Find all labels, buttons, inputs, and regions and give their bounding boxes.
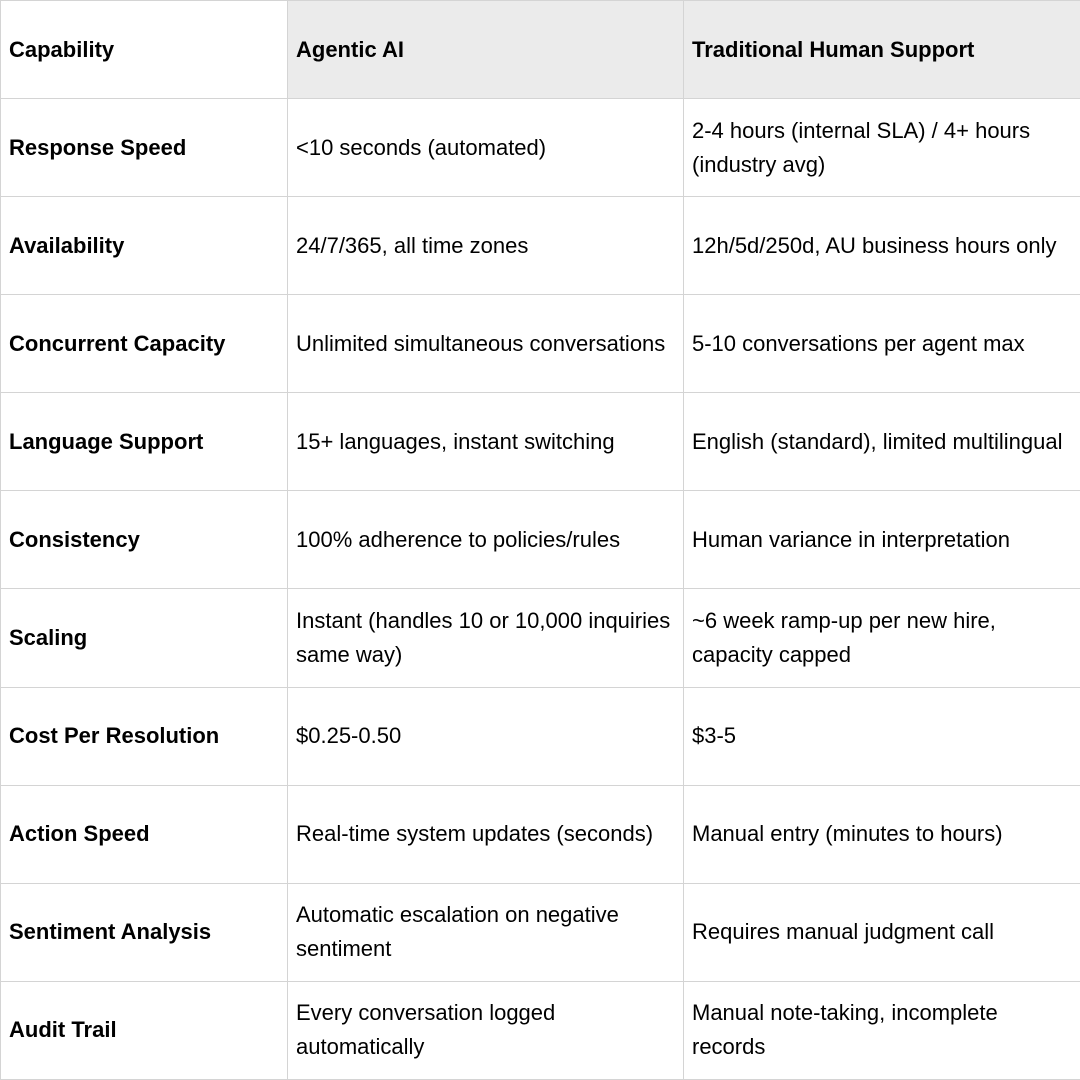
table-row (1, 197, 1080, 295)
column-header-capability: Capability (1, 1, 288, 99)
human-support-cell: 2-4 hours (internal SLA) / 4+ hours (industry avg) (684, 99, 1080, 197)
table-row (1, 589, 1080, 687)
table-row (1, 491, 1080, 589)
agentic-ai-cell: 100% adherence to policies/rules (288, 491, 684, 589)
column-header-traditional-human-support: Traditional Human Support (684, 1, 1080, 99)
human-support-cell: Manual entry (minutes to hours) (684, 785, 1080, 883)
table-row (1, 981, 1080, 1079)
capability-label: Availability (1, 197, 288, 295)
capability-label: Sentiment Analysis (1, 883, 288, 981)
header-row (1, 1, 1080, 99)
table-row (1, 883, 1080, 981)
capability-label: Scaling (1, 589, 288, 687)
capability-label: Language Support (1, 393, 288, 491)
capability-label: Response Speed (1, 99, 288, 197)
table-row (1, 295, 1080, 393)
agentic-ai-cell: Unlimited simultaneous conversations (288, 295, 684, 393)
human-support-cell: 5-10 conversations per agent max (684, 295, 1080, 393)
table-row (1, 687, 1080, 785)
agentic-ai-cell: 15+ languages, instant switching (288, 393, 684, 491)
table-row (1, 99, 1080, 197)
human-support-cell: Manual note-taking, incomplete records (684, 981, 1080, 1079)
agentic-ai-cell: 24/7/365, all time zones (288, 197, 684, 295)
capability-label: Audit Trail (1, 981, 288, 1079)
agentic-ai-cell: Automatic escalation on negative sentiment (288, 883, 684, 981)
human-support-cell: $3-5 (684, 687, 1080, 785)
capability-label: Consistency (1, 491, 288, 589)
table-row (1, 393, 1080, 491)
agentic-ai-cell: Real-time system updates (seconds) (288, 785, 684, 883)
capability-label: Concurrent Capacity (1, 295, 288, 393)
human-support-cell: English (standard), limited multilingual (684, 393, 1080, 491)
human-support-cell: Requires manual judgment call (684, 883, 1080, 981)
agentic-ai-cell: <10 seconds (automated) (288, 99, 684, 197)
human-support-cell: ~6 week ramp-up per new hire, capacity capped (684, 589, 1080, 687)
table-row (1, 785, 1080, 883)
human-support-cell: 12h/5d/250d, AU business hours only (684, 197, 1080, 295)
capability-label: Cost Per Resolution (1, 687, 288, 785)
agentic-ai-cell: Every conversation logged automatically (288, 981, 684, 1079)
agentic-ai-cell: $0.25-0.50 (288, 687, 684, 785)
agentic-ai-cell: Instant (handles 10 or 10,000 inquiries same way) (288, 589, 684, 687)
human-support-cell: Human variance in interpretation (684, 491, 1080, 589)
capability-label: Action Speed (1, 785, 288, 883)
column-header-agentic-ai: Agentic AI (288, 1, 684, 99)
